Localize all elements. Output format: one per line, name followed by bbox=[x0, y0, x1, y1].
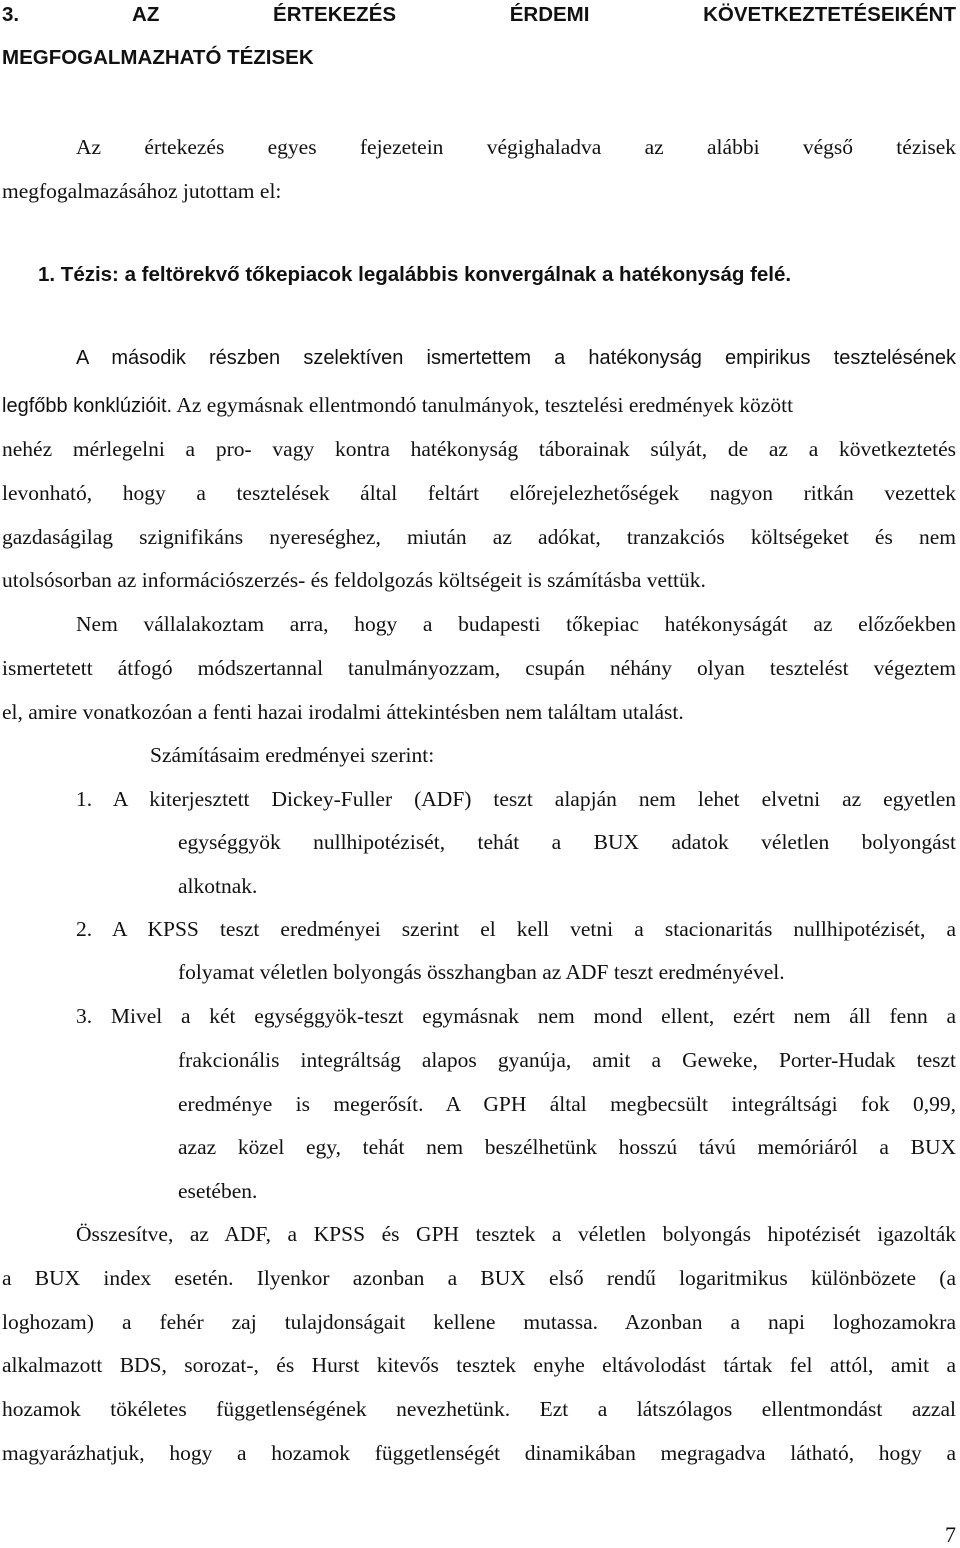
intro-line-1: Az értekezés egyes fejezetein végighaladva az alábbi végső tézisek bbox=[76, 135, 956, 159]
result-item-3-line-2: frakcionális integráltság alapos gyanúja, amit a Geweke, Porter-Hudak teszt bbox=[178, 1048, 956, 1072]
result-item-1-line-2: egységgyök nullhipotézisét, tehát a BUX adatok véletlen bolyongást bbox=[178, 830, 956, 854]
summary-line-6: magyarázhatjuk, hogy a hozamok függetlenségét dinamikában megragadva látható, hogy a bbox=[2, 1441, 956, 1465]
section-heading-line-1: 3. AZ ÉRTEKEZÉS ÉRDEMI KÖVETKEZTETÉSEIKÉNT bbox=[2, 3, 956, 26]
result-item-2-line-1: 2. A KPSS teszt eredményei szerint el kell vetni a stacionaritás nullhipotézisét, a bbox=[76, 917, 956, 941]
summary-line-1: Összesítve, az ADF, a KPSS és GPH tesztek a véletlen bolyongás hipotézisét igazolták bbox=[76, 1222, 956, 1246]
para1-line-6: utolsósorban az információszerzés- és feldolgozás költségeit is számításba vettük. bbox=[2, 568, 706, 592]
result-item-1-line-1: 1. A kiterjesztett Dickey-Fuller (ADF) teszt alapján nem lehet elvetni az egyetlen bbox=[76, 787, 956, 811]
result-item-3-line-3: eredménye is megerősít. A GPH által megbecsült integráltsági fok 0,99, bbox=[178, 1092, 956, 1116]
thesis-heading: 1. Tézis: a feltörekvő tőkepiacok legalábbis konvergálnak a hatékonyság felé. bbox=[38, 263, 792, 286]
para1-line-4: levonható, hogy a tesztelések által feltárt előrejelezhetőségek nagyon ritkán vezettek bbox=[2, 481, 956, 505]
result-item-3-line-5: esetében. bbox=[178, 1179, 258, 1203]
result-item-3-line-4: azaz közel egy, tehát nem beszélhetünk hosszú távú memóriáról a BUX bbox=[178, 1135, 956, 1159]
intro-line-2: megfogalmazásához jutottam el: bbox=[2, 179, 282, 203]
para2-line-1: Nem vállalakoztam arra, hogy a budapesti tőkepiac hatékonyságát az előzőekben bbox=[76, 612, 956, 636]
para1-line-2 bbox=[2, 392, 956, 419]
para2-line-3: el, amire vonatkozóan a fenti hazai irodalmi áttekintésben nem találtam utalást. bbox=[2, 700, 684, 724]
section-heading-line-2: MEGFOGALMAZHATÓ TÉZISEK bbox=[2, 46, 314, 69]
para1-line-5: gazdaságilag szignifikáns nyereséghez, miután az adókat, tranzakciós költségeket és nem bbox=[2, 525, 956, 549]
summary-line-3: loghozam) a fehér zaj tulajdonságait kellene mutassa. Azonban a napi loghozamokra bbox=[2, 1310, 956, 1334]
result-item-2-line-2: folyamat véletlen bolyongás összhangban az ADF teszt eredményével. bbox=[178, 960, 785, 984]
page-number: 7 bbox=[945, 1522, 956, 1547]
summary-line-5: hozamok tökéletes függetlenségének nevezhetünk. Ezt a látszólagos ellentmondást azzal bbox=[2, 1397, 956, 1421]
para1-line-1: A második részben szelektíven ismertettem a hatékonyság empirikus tesztelésének bbox=[76, 347, 956, 369]
para1-line-3: nehéz mérlegelni a pro- vagy kontra hatékonyság táborainak súlyát, de az a következtetés bbox=[2, 437, 956, 461]
result-item-3-line-1: 3. Mivel a két egységgyök-teszt egymásnak nem mond ellent, ezért nem áll fenn a bbox=[76, 1004, 956, 1028]
para2-line-2: ismertetett átfogó módszertannal tanulmányozzam, csupán néhány olyan tesztelést végeztem bbox=[2, 656, 956, 680]
para1-line-2-start: legfőbb konklúzióit. bbox=[2, 395, 173, 417]
summary-line-4: alkalmazott BDS, sorozat-, és Hurst kitevős tesztek enyhe eltávolodást tártak fel attól, amit a bbox=[2, 1353, 956, 1377]
para1-line-2-end: Az egymásnak ellentmondó tanulmányok, tesztelési eredmények között bbox=[176, 393, 794, 417]
summary-line-2: a BUX index esetén. Ilyenkor azonban a BUX első rendű logaritmikus különbözete (a bbox=[2, 1266, 956, 1290]
result-item-1-line-3: alkotnak. bbox=[178, 874, 258, 898]
results-lead: Számításaim eredményei szerint: bbox=[150, 743, 435, 767]
